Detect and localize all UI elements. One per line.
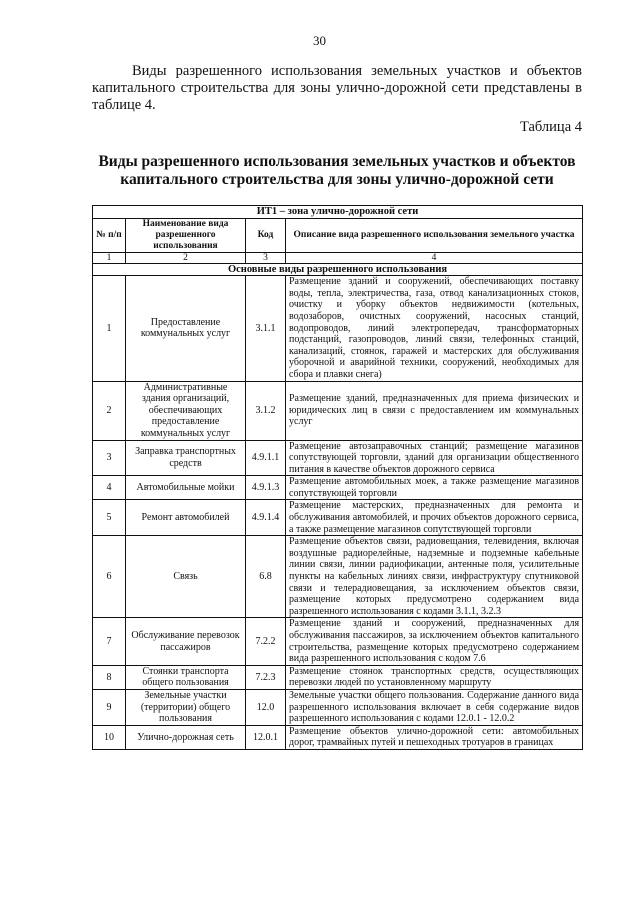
header-name: Наименование вида разрешенного использования — [126, 218, 246, 252]
column-number: 2 — [126, 252, 246, 263]
table-row — [93, 689, 583, 725]
table-row — [93, 500, 583, 536]
row-name: Предоставление коммунальных услуг — [126, 276, 246, 381]
row-name: Стоянки транспорта общего пользования — [126, 665, 246, 689]
row-code: 12.0.1 — [246, 725, 286, 749]
table-row — [93, 536, 583, 618]
row-name: Заправка транспортных средств — [126, 440, 246, 476]
row-code: 6.8 — [246, 536, 286, 618]
column-number: 1 — [93, 252, 126, 263]
table-row — [93, 476, 583, 500]
row-description: Земельные участки общего пользования. Содержание данного вида разрешенного использования включает в себя содержание видов разрешенного использования с кодами 12.0.1 - 12.0.2 — [286, 689, 583, 725]
table-row — [93, 725, 583, 749]
document-title: Виды разрешенного использования земельных участков и объектов капитального строительства для зоны улично-дорожной сети — [98, 153, 576, 188]
row-number: 8 — [93, 665, 126, 689]
row-number: 4 — [93, 476, 126, 500]
row-name: Автомобильные мойки — [126, 476, 246, 500]
header-code: Код — [246, 218, 286, 252]
table-caption: Таблица 4 — [519, 119, 582, 135]
row-code: 4.9.1.1 — [246, 440, 286, 476]
table-row — [93, 276, 583, 381]
header-description: Описание вида разрешенного использования земельного участка — [286, 218, 583, 252]
page-number: 30 — [313, 33, 326, 48]
row-name: Ремонт автомобилей — [126, 500, 246, 536]
row-name: Административные здания организаций, обеспечивающих предоставление коммунальных услуг — [126, 381, 246, 440]
row-number: 6 — [93, 536, 126, 618]
row-number: 1 — [93, 276, 126, 381]
row-code: 3.1.1 — [246, 276, 286, 381]
table-row — [93, 618, 583, 665]
row-name: Земельные участки (территории) общего пользования — [126, 689, 246, 725]
header-number: № п/п — [93, 218, 126, 252]
row-number: 9 — [93, 689, 126, 725]
column-number: 4 — [286, 252, 583, 263]
row-code: 7.2.2 — [246, 618, 286, 665]
table-row — [93, 440, 583, 476]
row-description: Размещение объектов связи, радиовещания, телевидения, включая воздушные радиорелейные, надземные и подземные кабельные линии связи, линии радиофикации, антенные поля, усилительные пункты на кабельных линиях связи, инфраструктуру спутниковой связи и телерадиовещания, за исключением объектов связи, размещение которых предусмотрено содержанием вида разрешенного использования с кодами 3.1.1, 3.2.3 — [286, 536, 583, 618]
row-description: Размещение объектов улично-дорожной сети: автомобильных дорог, трамвайных путей и пешеходных тротуаров в границах — [286, 725, 583, 749]
row-code: 7.2.3 — [246, 665, 286, 689]
table-row — [93, 381, 583, 440]
row-description: Размещение зданий, предназначенных для приема физических и юридических лиц в связи с предоставлением им коммунальных услуг — [286, 381, 583, 440]
row-code: 3.1.2 — [246, 381, 286, 440]
row-description: Размещение зданий и сооружений, предназначенных для обслуживания пассажиров, за исключением объектов капитального строительства, размещение которых предусмотрено содержанием вида разрешенного использования с кодом 7.6 — [286, 618, 583, 665]
row-number: 7 — [93, 618, 126, 665]
row-name: Обслуживание перевозок пассажиров — [126, 618, 246, 665]
row-number: 2 — [93, 381, 126, 440]
row-description: Размещение автомобильных моек, а также размещение магазинов сопутствующей торговли — [286, 476, 583, 500]
table-row — [93, 665, 583, 689]
section-header: Основные виды разрешенного использования — [93, 263, 583, 276]
row-description: Размещение автозаправочных станций; размещение магазинов сопутствующей торговли, зданий для организации общественного питания в качестве объектов дорожного сервиса — [286, 440, 583, 476]
row-number: 3 — [93, 440, 126, 476]
row-description: Размещение стоянок транспортных средств, осуществляющих перевозки людей по установленному маршруту — [286, 665, 583, 689]
row-name: Связь — [126, 536, 246, 618]
intro-paragraph: Виды разрешенного использования земельных участков и объектов капитального строительства для зоны улично-дорожной сети представлены в таблице 4. — [92, 63, 582, 113]
row-number: 5 — [93, 500, 126, 536]
row-name: Улично-дорожная сеть — [126, 725, 246, 749]
row-code: 4.9.1.4 — [246, 500, 286, 536]
row-description: Размещение зданий и сооружений, обеспечивающих поставку воды, тепла, электричества, газа, отвод канализационных стоков, очистку и уборку объектов недвижимости (котельных, водозаборов, очистных сооружений, насосных станций, водопроводов, линий электропередач, трансформаторных подстанций, газопроводов, линий связи, телефонных станций, канализаций, стоянок, гаражей и мастерских для обслуживания уборочной и аварийной техники, сооружений, необходимых для сбора и плавки снега) — [286, 276, 583, 381]
row-code: 4.9.1.3 — [246, 476, 286, 500]
zone-header: ИТ1 – зона улично-дорожной сети — [93, 206, 583, 219]
row-description: Размещение мастерских, предназначенных для ремонта и обслуживания автомобилей, и прочих объектов дорожного сервиса, а также размещение магазинов сопутствующей торговли — [286, 500, 583, 536]
row-code: 12.0 — [246, 689, 286, 725]
land-use-table — [92, 205, 583, 750]
row-number: 10 — [93, 725, 126, 749]
column-number: 3 — [246, 252, 286, 263]
